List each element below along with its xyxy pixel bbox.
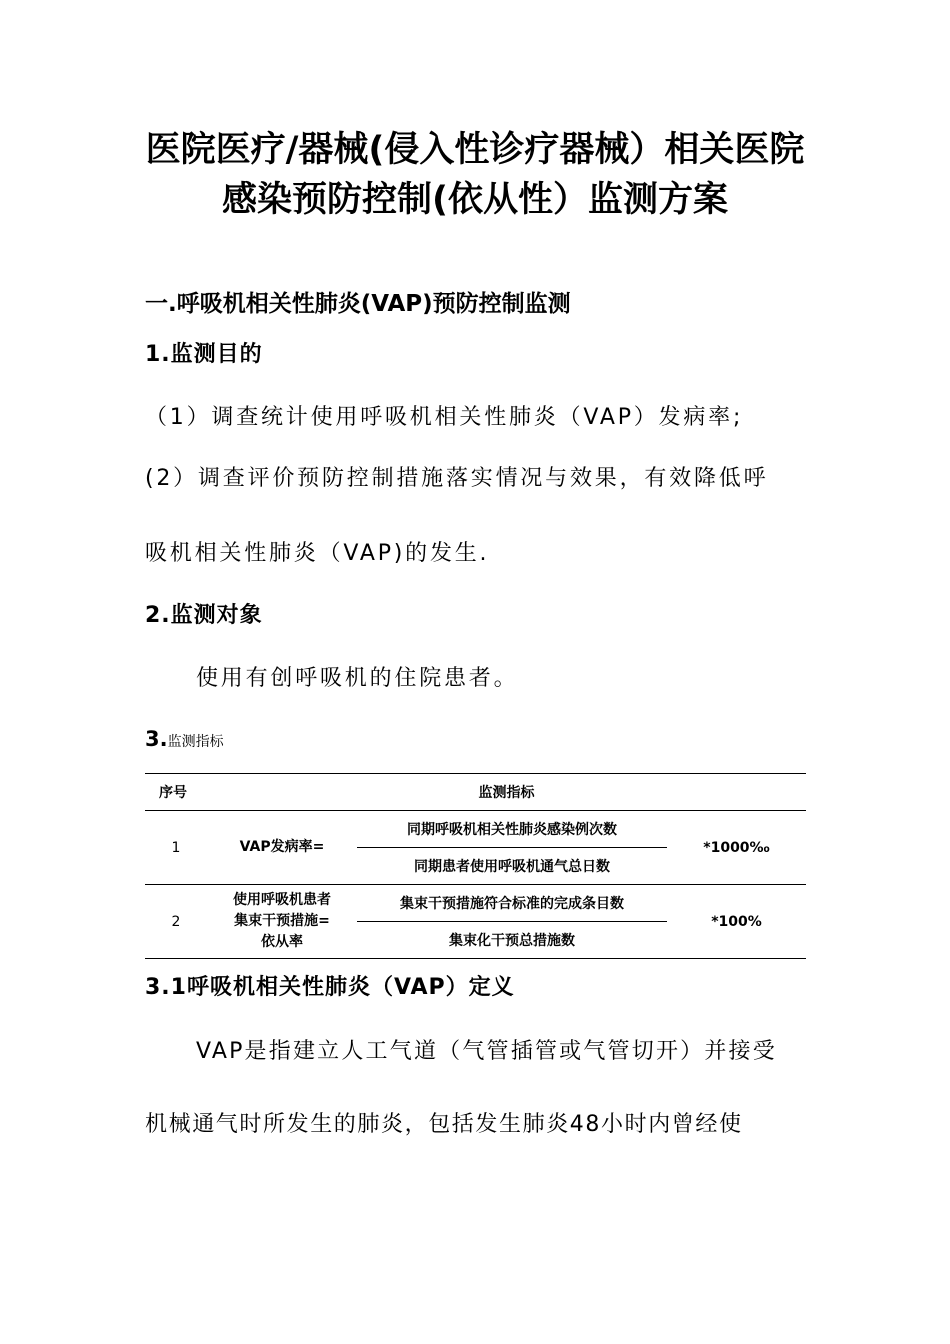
row-2-numerator: 集束干预措施符合标准的完成条目数 <box>357 885 667 922</box>
header-indicator: 监测指标 <box>207 774 806 811</box>
purpose-paragraph-2-line-2: 吸机相关性肺炎（VAP)的发生. <box>145 541 490 566</box>
row-2-number: 2 <box>145 885 207 959</box>
row-2-name <box>207 885 357 959</box>
indicator-table <box>145 773 806 959</box>
heading-monitoring-subject: 2.监测对象 <box>145 603 263 628</box>
table-row <box>145 811 806 848</box>
table-header-row <box>145 774 806 811</box>
row-2-name-line-3: 依从率 <box>261 934 303 950</box>
purpose-paragraph-1: （1）调查统计使用呼吸机相关性肺炎（VAP）发病率; <box>145 405 744 430</box>
heading-monitoring-purpose: 1.监测目的 <box>145 342 263 367</box>
row-1-denominator: 同期患者使用呼吸机通气总日数 <box>357 848 667 885</box>
vap-definition-line-1: VAP是指建立人工气道（气管插管或气管切开）并接受 <box>196 1039 777 1064</box>
document-title-line-1: 医院医疗/器械(侵入性诊疗器械）相关医院 <box>145 130 805 170</box>
indicator-heading-number: 3. <box>145 727 168 751</box>
heading-monitoring-indicators <box>145 727 224 751</box>
row-1-number: 1 <box>145 811 207 885</box>
row-2-denominator: 集束化干预总措施数 <box>357 922 667 959</box>
document-title-line-2: 感染预防控制(依从性）监测方案 <box>222 180 728 220</box>
vap-definition-line-2: 机械通气时所发生的肺炎，包括发生肺炎48小时内曾经使 <box>145 1112 743 1137</box>
row-1-numerator: 同期呼吸机相关性肺炎感染例次数 <box>357 811 667 848</box>
indicator-heading-label: 监测指标 <box>167 734 224 750</box>
purpose-paragraph-2-line-1: (2）调查评价预防控制措施落实情况与效果，有效降低呼 <box>145 466 769 491</box>
row-2-multiplier: *100% <box>667 885 806 959</box>
table-row <box>145 885 806 922</box>
section-heading-vap: 一.呼吸机相关性肺炎(VAP)预防控制监测 <box>145 291 571 317</box>
heading-vap-definition: 3.1呼吸机相关性肺炎（VAP）定义 <box>145 975 515 1000</box>
row-2-name-line-2: 集束干预措施= <box>234 913 330 929</box>
row-2-name-line-1: 使用呼吸机患者 <box>233 892 331 908</box>
monitoring-subject-text: 使用有创呼吸机的住院患者。 <box>196 666 519 691</box>
row-1-multiplier: *1000‰ <box>667 811 806 885</box>
header-seq: 序号 <box>145 774 207 811</box>
row-1-name: VAP发病率= <box>207 811 357 885</box>
